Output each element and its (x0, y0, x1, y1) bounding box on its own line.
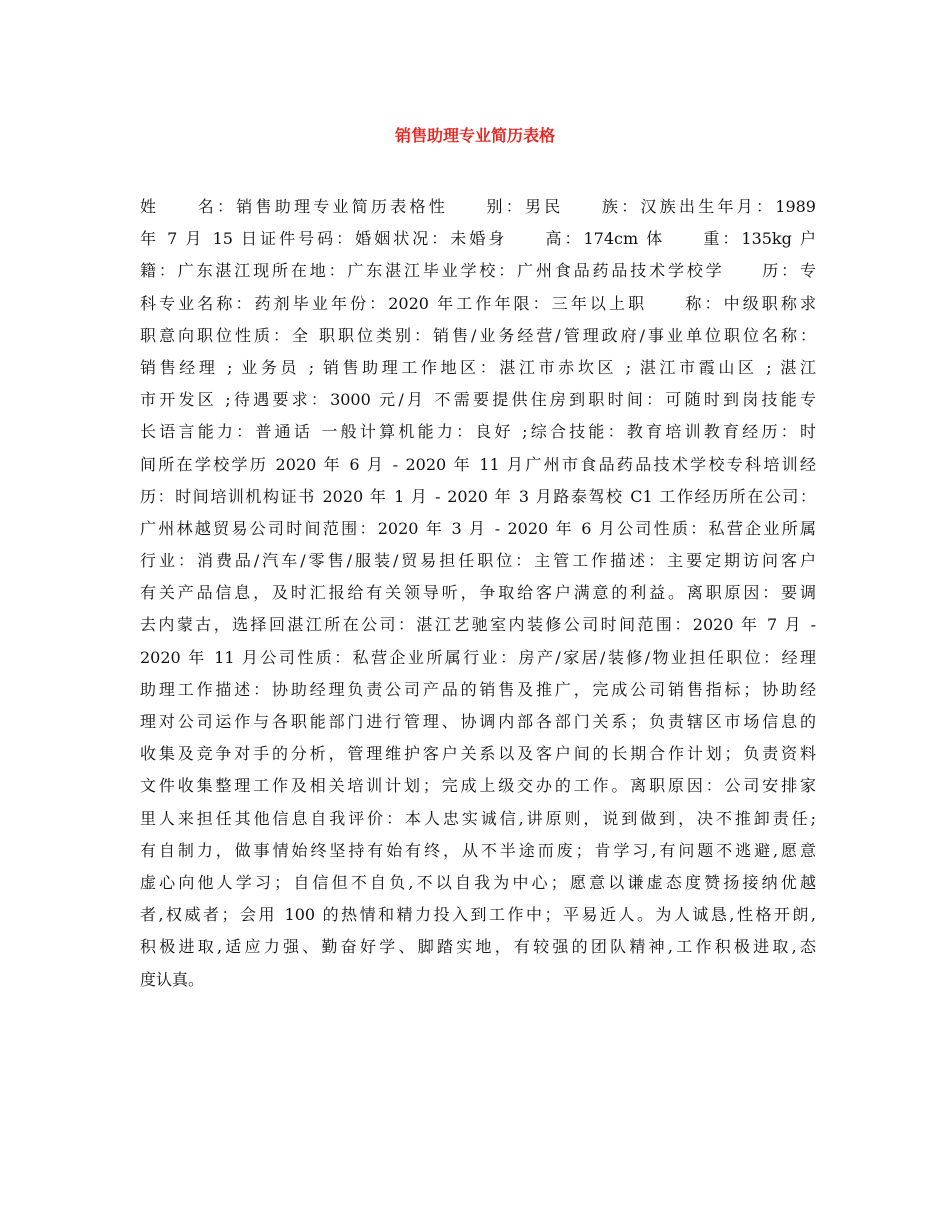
resume-line: 去内蒙古，选择回湛江所在公司：湛江艺驰室内装修公司时间范围：2020 年 7 月 - (140, 615, 816, 635)
resume-line: 销售经理 ; 业务员 ; 销售助理工作地区：湛江市赤坎区 ; 湛江市霞山区 ; 湛江 (140, 357, 816, 377)
resume-line: 籍：广东湛江现所在地：广东湛江毕业学校：广州食品药品技术学校学 历：专 (140, 261, 816, 281)
resume-line: 职意向职位性质：全 职职位类别：销售/业务经营/管理政府/事业单位职位名称： (140, 325, 816, 345)
resume-line: 有自制力，做事情始终坚持有始有终，从不半途而废；肯学习,有问题不逃避,愿意 (140, 840, 816, 860)
resume-line: 2020 年 11 月公司性质：私营企业所属行业：房产/家居/装修/物业担任职位：经理 (140, 647, 816, 667)
resume-line: 理对公司运作与各职能部门进行管理、协调内部各部门关系；负责辖区市场信息的 (140, 712, 816, 731)
resume-line: 市开发区 ;待遇要求：3000 元/月 不需要提供住房到职时间：可随时到岗技能专 (140, 390, 816, 410)
resume-line: 文件收集整理工作及相关培训计划；完成上级交办的工作。离职原因：公司安排家 (140, 776, 816, 796)
resume-line: 者,权威者；会用 100 的热情和精力投入到工作中；平易近人。为人诚恳,性格开朗, (140, 905, 816, 925)
resume-line: 助理工作描述：协助经理负责公司产品的销售及推广，完成公司销售指标；协助经 (140, 679, 816, 699)
resume-line: 行业：消费品/汽车/零售/服装/贸易担任职位：主管工作描述：主要定期访问客户 (140, 551, 816, 571)
resume-line: 历：时间培训机构证书 2020 年 1 月 - 2020 年 3 月路泰驾校 C1 工作经历所在公司： (140, 486, 816, 506)
document-title: 销售助理专业简历表格 (394, 126, 555, 145)
resume-line: 广州林越贸易公司时间范围：2020 年 3 月 - 2020 年 6 月公司性质：私营企业所属 (140, 518, 816, 538)
resume-line: 年 7 月 15 日证件号码：婚姻状况：未婚身 高：174cm 体 重：135kg 户 (140, 229, 816, 249)
resume-line: 度认真。 (140, 969, 205, 989)
resume-line: 长语言能力：普通话 一般计算机能力：良好 ;综合技能：教育培训教育经历：时 (140, 422, 816, 442)
resume-line: 科专业名称：药剂毕业年份：2020 年工作年限：三年以上职 称：中级职称求 (140, 293, 816, 313)
resume-line: 积极进取,适应力强、勤奋好学、脚踏实地，有较强的团队精神,工作积极进取,态 (140, 937, 816, 957)
resume-line: 姓 名：销售助理专业简历表格性 别：男民 族：汉族出生年月：1989 (140, 197, 816, 216)
resume-body (140, 191, 816, 996)
resume-line: 里人来担任其他信息自我评价：本人忠实诚信,讲原则，说到做到，决不推卸责任; (140, 808, 816, 828)
resume-line: 收集及竞争对手的分析，管理维护客户关系以及客户间的长期合作计划；负责资料 (140, 744, 816, 764)
resume-line: 有关产品信息，及时汇报给有关领导听，争取给客户满意的利益。离职原因：要调 (140, 583, 816, 603)
resume-line: 虚心向他人学习；自信但不自负,不以自我为中心；愿意以谦虚态度赞扬接纳优越 (140, 872, 816, 892)
resume-line: 间所在学校学历 2020 年 6 月 - 2020 年 11 月广州市食品药品技术学校专科培训经 (140, 454, 816, 474)
